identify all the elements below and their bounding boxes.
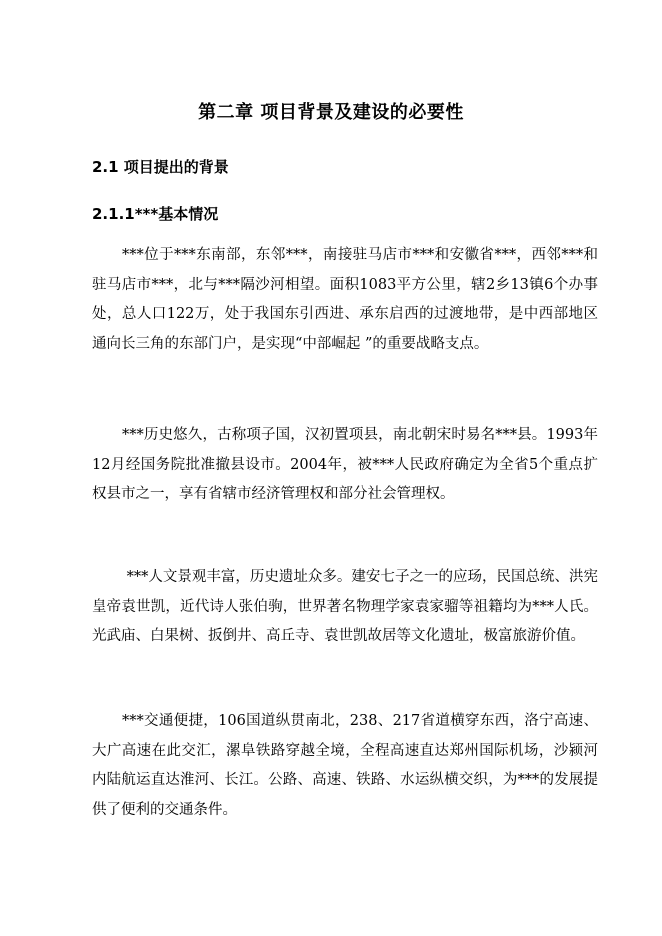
paragraph-history-text: ***历史悠久，古称项子国，汉初置项县，南北朝宋时易名***县。1993年12月经国务院批准撤县设市。2004年，被***人民政府确定为全省5个重点扩权县市之一，享有省辖市经济管理权和部分社会管理权。 — [92, 427, 598, 502]
paragraph-culture — [92, 563, 598, 652]
paragraph-location — [92, 241, 598, 359]
paragraph-location-text: ***位于***东南部，东邻***，南接驻马店市***和安徽省***，西邻***和驻马店市***，北与***隔沙河相望。面积1083平方公里，辖2乡13镇6个办事处，总人口122万，处于我国东引西进、承东启西的过渡地带，是中西部地区通向长三角的东部门户，是实现“中部崛起 ”的重要战略支点。 — [92, 247, 598, 352]
paragraph-history — [92, 421, 598, 510]
paragraph-transport-text: ***交通便捷，106国道纵贯南北，238、217省道横穿东西，洛宁高速、大广高速在此交汇，漯阜铁路穿越全境，全程高速直达郑州国际机场，沙颍河内陆航运直达淮河、长江。公路、高速、铁路、水运纵横交织，为***的发展提供了便利的交通条件。 — [92, 713, 598, 818]
paragraph-transport — [92, 707, 598, 825]
section-heading: 2.1 项目提出的背景 — [92, 158, 229, 176]
chapter-title: 第二章 项目背景及建设的必要性 — [198, 102, 464, 123]
paragraph-culture-text: ***人文景观丰富，历史遗址众多。建安七子之一的应玚，民国总统、洪宪皇帝袁世凯，近代诗人张伯驹，世界著名物理学家袁家骝等祖籍均为***人氏。光武庙、白果树、扳倒井、高丘寺、袁世凯故居等文化遗址，极富旅游价值。 — [92, 569, 598, 644]
subsection-heading: 2.1.1***基本情况 — [92, 205, 219, 223]
